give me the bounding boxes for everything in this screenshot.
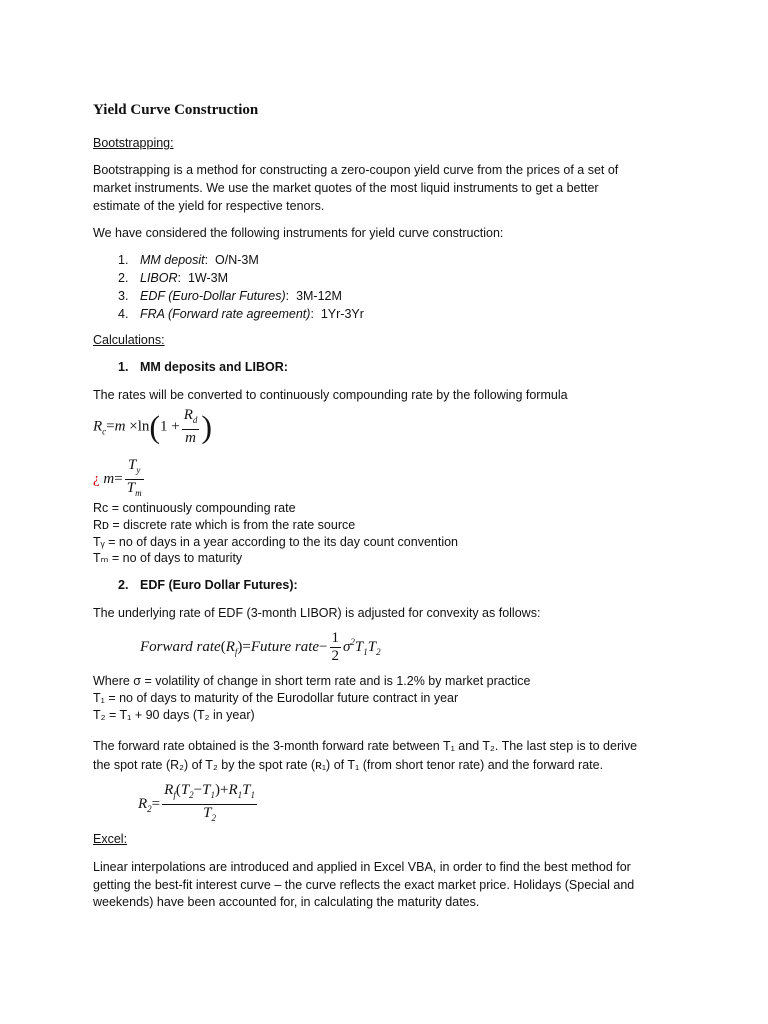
list-number: 3.: [118, 289, 129, 303]
document-title: Yield Curve Construction: [93, 102, 259, 118]
calculations-heading: Calculations:: [93, 333, 165, 347]
bootstrapping-heading: Bootstrapping:: [93, 136, 174, 150]
continuous-rate-formula: $R_c=m \times\ln(1$ + $\frac{R_d}{m}$ ): [93, 407, 213, 446]
excel-paragraph-line-3: weekends) have been accounted for, in calculating the maturity dates.: [93, 895, 480, 909]
list-number: 2.: [118, 271, 129, 285]
spot-rate-formula: $R_2=$ $\frac{R_f(T_2-T_1)+R_1T_1}{T_2}$: [138, 782, 255, 823]
definition-sigma: Where σ = volatility of change in short term rate and is 1.2% by market practice: [93, 674, 531, 688]
definition-ty: Tᵧ = no of days in a year according to the its day count convention: [93, 535, 458, 549]
definition-rd: Rᴅ = discrete rate which is from the rate source: [93, 518, 356, 532]
excel-paragraph-line-2: getting the best-fit interest curve – the curve reflects the exact market price. Holidays (Special and: [93, 878, 635, 892]
formula-rhs: Future rate: [250, 638, 320, 655]
section-title: MM deposits and LIBOR:: [140, 360, 288, 374]
definition-rc: Rᴄ = continuously compounding rate: [93, 501, 296, 515]
section-2-intro: The underlying rate of EDF (3-month LIBOR) is adjusted for convexity as follows:: [93, 606, 541, 620]
instruments-intro: We have considered the following instruments for yield curve construction:: [93, 226, 504, 240]
section-1-intro: The rates will be converted to continuously compounding rate by the following formula: [93, 388, 568, 402]
instrument-item: 1. MM deposit: O/N-3M: [118, 253, 259, 267]
excel-heading: Excel:: [93, 832, 128, 846]
definition-tm: Tₘ = no of days to maturity: [93, 551, 243, 565]
section-1-heading: [118, 358, 288, 376]
excel-paragraph-line-1: Linear interpolations are introduced and applied in Excel VBA, in order to find the best method for: [93, 860, 631, 874]
list-number: 4.: [118, 307, 129, 321]
bootstrapping-paragraph-line-2: market instruments. We use the market quotes of the most liquid instruments to get a better: [93, 181, 599, 195]
definition-t2: T₂ = T₁ + 90 days (T₂ in year): [93, 708, 255, 722]
instrument-item: 4. FRA (Forward rate agreement): 1Yr-3Yr: [118, 307, 364, 321]
formula-rf: R: [225, 638, 235, 655]
instrument-name: EDF (Euro-Dollar Futures): [140, 289, 286, 303]
forward-rate-paragraph-line-2: the spot rate (R₂) of T₂ by the spot rate (ʀ₁) of T₁ (from short tenor rate) and the forward rate.: [93, 758, 604, 772]
list-number: 1.: [118, 360, 129, 374]
instrument-item: 2. LIBOR: 1W-3M: [118, 271, 228, 285]
bootstrapping-paragraph-line-1: Bootstrapping is a method for constructing a zero-coupon yield curve from the prices of a set of: [93, 163, 619, 177]
list-number: 1.: [118, 253, 129, 267]
instrument-name: FRA (Forward rate agreement): [140, 307, 311, 321]
instrument-range: 1Yr-3Yr: [320, 307, 364, 321]
list-number: 2.: [118, 578, 129, 592]
convexity-formula: Forward $rate(R_f)=Future$ rate− $\frac{1}{2}$ $\sigma^2T_1T_2$: [140, 630, 381, 664]
instrument-range: O/N-3M: [215, 253, 259, 267]
instrument-item: 3. EDF (Euro-Dollar Futures): 3M-12M: [118, 289, 342, 303]
instrument-range: 3M-12M: [296, 289, 342, 303]
section-2-heading: [118, 576, 298, 594]
bootstrapping-paragraph-line-3: estimate of the yield for respective tenors.: [93, 199, 325, 213]
formula-lhs: Forward rate: [140, 638, 221, 655]
definition-t1: T₁ = no of days to maturity of the Eurodollar future contract in year: [93, 691, 459, 705]
m-formula: ¿ m= $\frac{T_y}{T_m}$: [93, 457, 142, 498]
forward-rate-paragraph-line-1: The forward rate obtained is the 3-month forward rate between T₁ and T₂. The last step is to derive: [93, 739, 638, 753]
section-title: EDF (Euro Dollar Futures):: [140, 578, 298, 592]
instrument-range: 1W-3M: [187, 271, 228, 285]
instrument-name: MM deposit: [140, 253, 205, 267]
instrument-name: LIBOR: [140, 271, 178, 285]
